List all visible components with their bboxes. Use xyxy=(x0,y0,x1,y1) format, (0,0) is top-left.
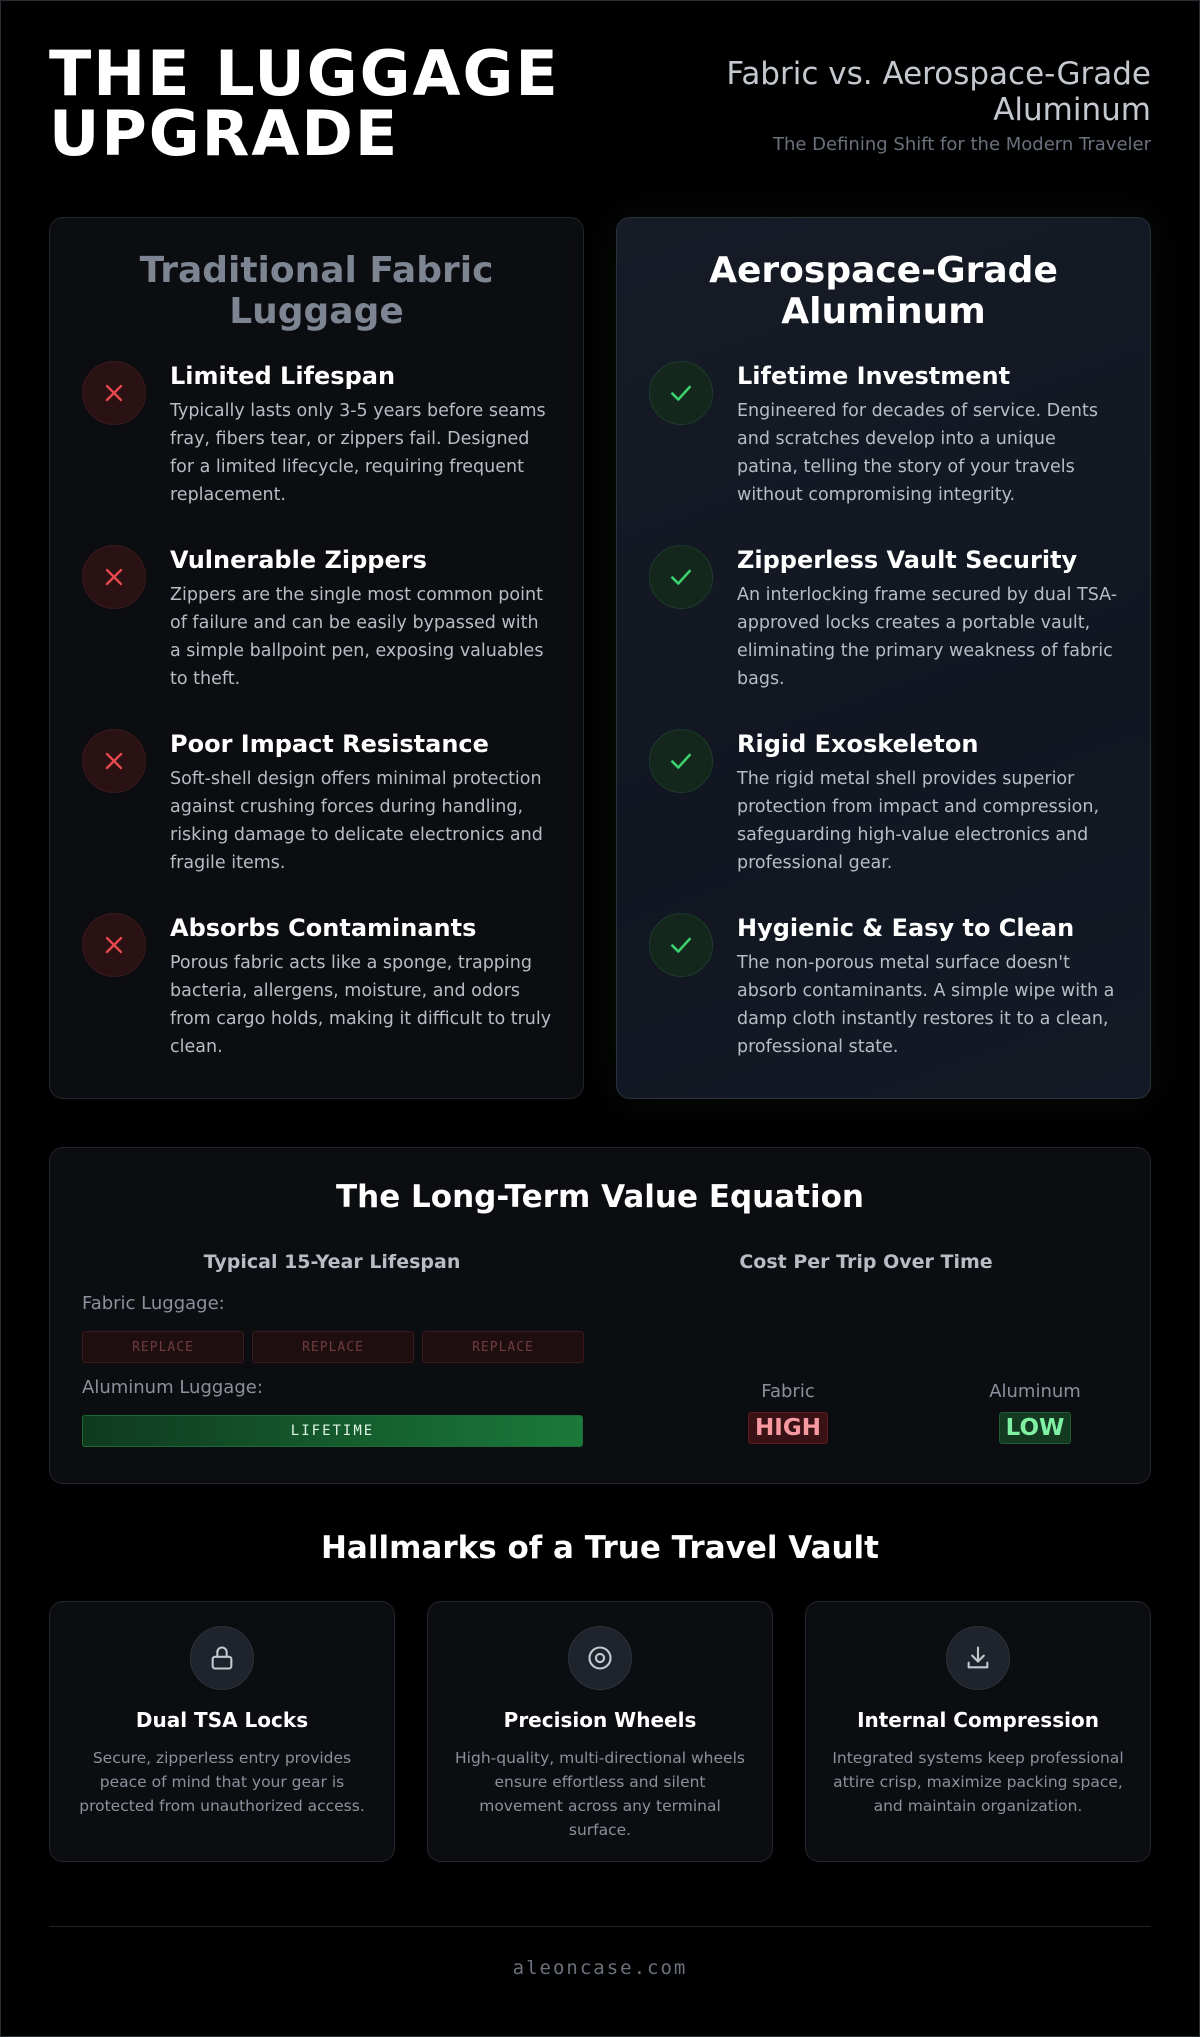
x-icon xyxy=(82,913,146,977)
hallmark-text: High-quality, multi-directional wheels ensure effortless and silent movement across any terminal surface. xyxy=(455,1749,745,1839)
page-subtitle: Fabric vs. Aerospace-Grade Aluminum xyxy=(726,56,1151,128)
feature-text: An interlocking frame secured by dual TSA-approved locks creates a portable vault, eliminating the primary weakness of fabric bags. xyxy=(737,585,1118,689)
cost-fabric-name: Fabric xyxy=(761,1381,815,1402)
hallmark-text: Secure, zipperless entry provides peace of mind that your gear is protected from unauthorized access. xyxy=(79,1749,365,1815)
aluminum-feature xyxy=(649,913,1120,1061)
compression-icon xyxy=(946,1626,1010,1690)
lifespan-heading: Typical 15-Year Lifespan xyxy=(203,1251,461,1273)
aluminum-feature xyxy=(649,361,1120,509)
footer-divider xyxy=(49,1926,1151,1927)
aluminum-card-title: Aerospace-Grade Aluminum xyxy=(709,250,1058,332)
feature-text: Typically lasts only 3-5 years before seams fray, fibers tear, or zippers fail. Designed for a limited lifecycle, requiring frequent replacement. xyxy=(170,401,546,505)
replace-segment: REPLACE xyxy=(252,1331,414,1363)
fabric-luggage-label: Fabric Luggage: xyxy=(82,1293,225,1314)
check-icon xyxy=(649,729,713,793)
feature-title: Vulnerable Zippers xyxy=(170,546,427,574)
aluminum-feature xyxy=(649,729,1120,877)
fabric-card-title: Traditional Fabric Luggage xyxy=(139,250,494,332)
feature-title: Hygienic & Easy to Clean xyxy=(737,914,1075,942)
check-icon xyxy=(649,913,713,977)
hallmark-title: Dual TSA Locks xyxy=(135,1708,309,1732)
aluminum-card xyxy=(616,217,1151,1099)
feature-text: Engineered for decades of service. Dents and scratches develop into a unique patina, telling the story of your travels without compromising integrity. xyxy=(737,401,1098,505)
value-title: The Long-Term Value Equation xyxy=(336,1179,864,1215)
hallmark-title: Internal Compression xyxy=(857,1708,1099,1732)
hallmark-card xyxy=(49,1601,395,1862)
replace-segment: REPLACE xyxy=(82,1331,244,1363)
x-icon xyxy=(82,545,146,609)
feature-title: Limited Lifespan xyxy=(170,362,396,390)
value-section xyxy=(49,1147,1151,1484)
feature-title: Absorbs Contaminants xyxy=(170,914,477,942)
feature-text: Porous fabric acts like a sponge, trapping bacteria, allergens, moisture, and odors from cargo holds, making it difficult to truly clean. xyxy=(170,953,552,1057)
feature-text: The rigid metal shell provides superior protection from impact and compression, safeguarding high-value electronics and professional gear. xyxy=(737,769,1100,873)
fabric-feature xyxy=(82,913,553,1061)
cost-aluminum-name: Aluminum xyxy=(989,1381,1081,1402)
cost-high-badge: HIGH xyxy=(748,1412,828,1444)
check-icon xyxy=(649,545,713,609)
header xyxy=(49,37,1151,174)
feature-title: Rigid Exoskeleton xyxy=(737,730,979,758)
aluminum-luggage-label: Aluminum Luggage: xyxy=(82,1377,263,1398)
cost-fabric xyxy=(698,1381,878,1444)
footer-site: aleoncase.com xyxy=(512,1957,688,1979)
feature-text: The non-porous metal surface doesn't absorb contaminants. A simple wipe with a damp cloth instantly restores it to a clean, professional state. xyxy=(737,953,1115,1057)
feature-text: Soft-shell design offers minimal protection against crushing forces during handling, risking damage to delicate electronics and fragile items. xyxy=(170,769,543,873)
x-icon xyxy=(82,361,146,425)
aluminum-feature xyxy=(649,545,1120,693)
page-title: THE LUGGAGE UPGRADE xyxy=(49,37,560,170)
hallmark-card xyxy=(805,1601,1151,1862)
x-icon xyxy=(82,729,146,793)
cost-low-badge: LOW xyxy=(999,1412,1072,1444)
wheel-icon xyxy=(568,1626,632,1690)
feature-title: Lifetime Investment xyxy=(737,362,1011,390)
header-right xyxy=(671,56,1151,155)
lock-icon xyxy=(190,1626,254,1690)
hallmark-text: Integrated systems keep professional attire crisp, maximize packing space, and maintain organization. xyxy=(832,1749,1124,1815)
hallmark-card xyxy=(427,1601,773,1862)
fabric-card xyxy=(49,217,584,1099)
cost-aluminum xyxy=(945,1381,1125,1444)
fabric-feature xyxy=(82,729,553,877)
lifetime-bar: LIFETIME xyxy=(82,1415,583,1447)
feature-title: Poor Impact Resistance xyxy=(170,730,489,758)
feature-text: Zippers are the single most common point of failure and can be easily bypassed with a simple ballpoint pen, exposing valuables to theft. xyxy=(170,585,544,689)
hallmark-title: Precision Wheels xyxy=(503,1708,697,1732)
feature-title: Zipperless Vault Security xyxy=(737,546,1078,574)
page-tagline: The Defining Shift for the Modern Traveler xyxy=(772,134,1151,155)
fabric-feature xyxy=(82,545,553,693)
check-icon xyxy=(649,361,713,425)
hallmarks-title: Hallmarks of a True Travel Vault xyxy=(320,1530,879,1566)
fabric-feature xyxy=(82,361,553,509)
cost-heading: Cost Per Trip Over Time xyxy=(739,1251,993,1273)
replace-segment: REPLACE xyxy=(422,1331,584,1363)
